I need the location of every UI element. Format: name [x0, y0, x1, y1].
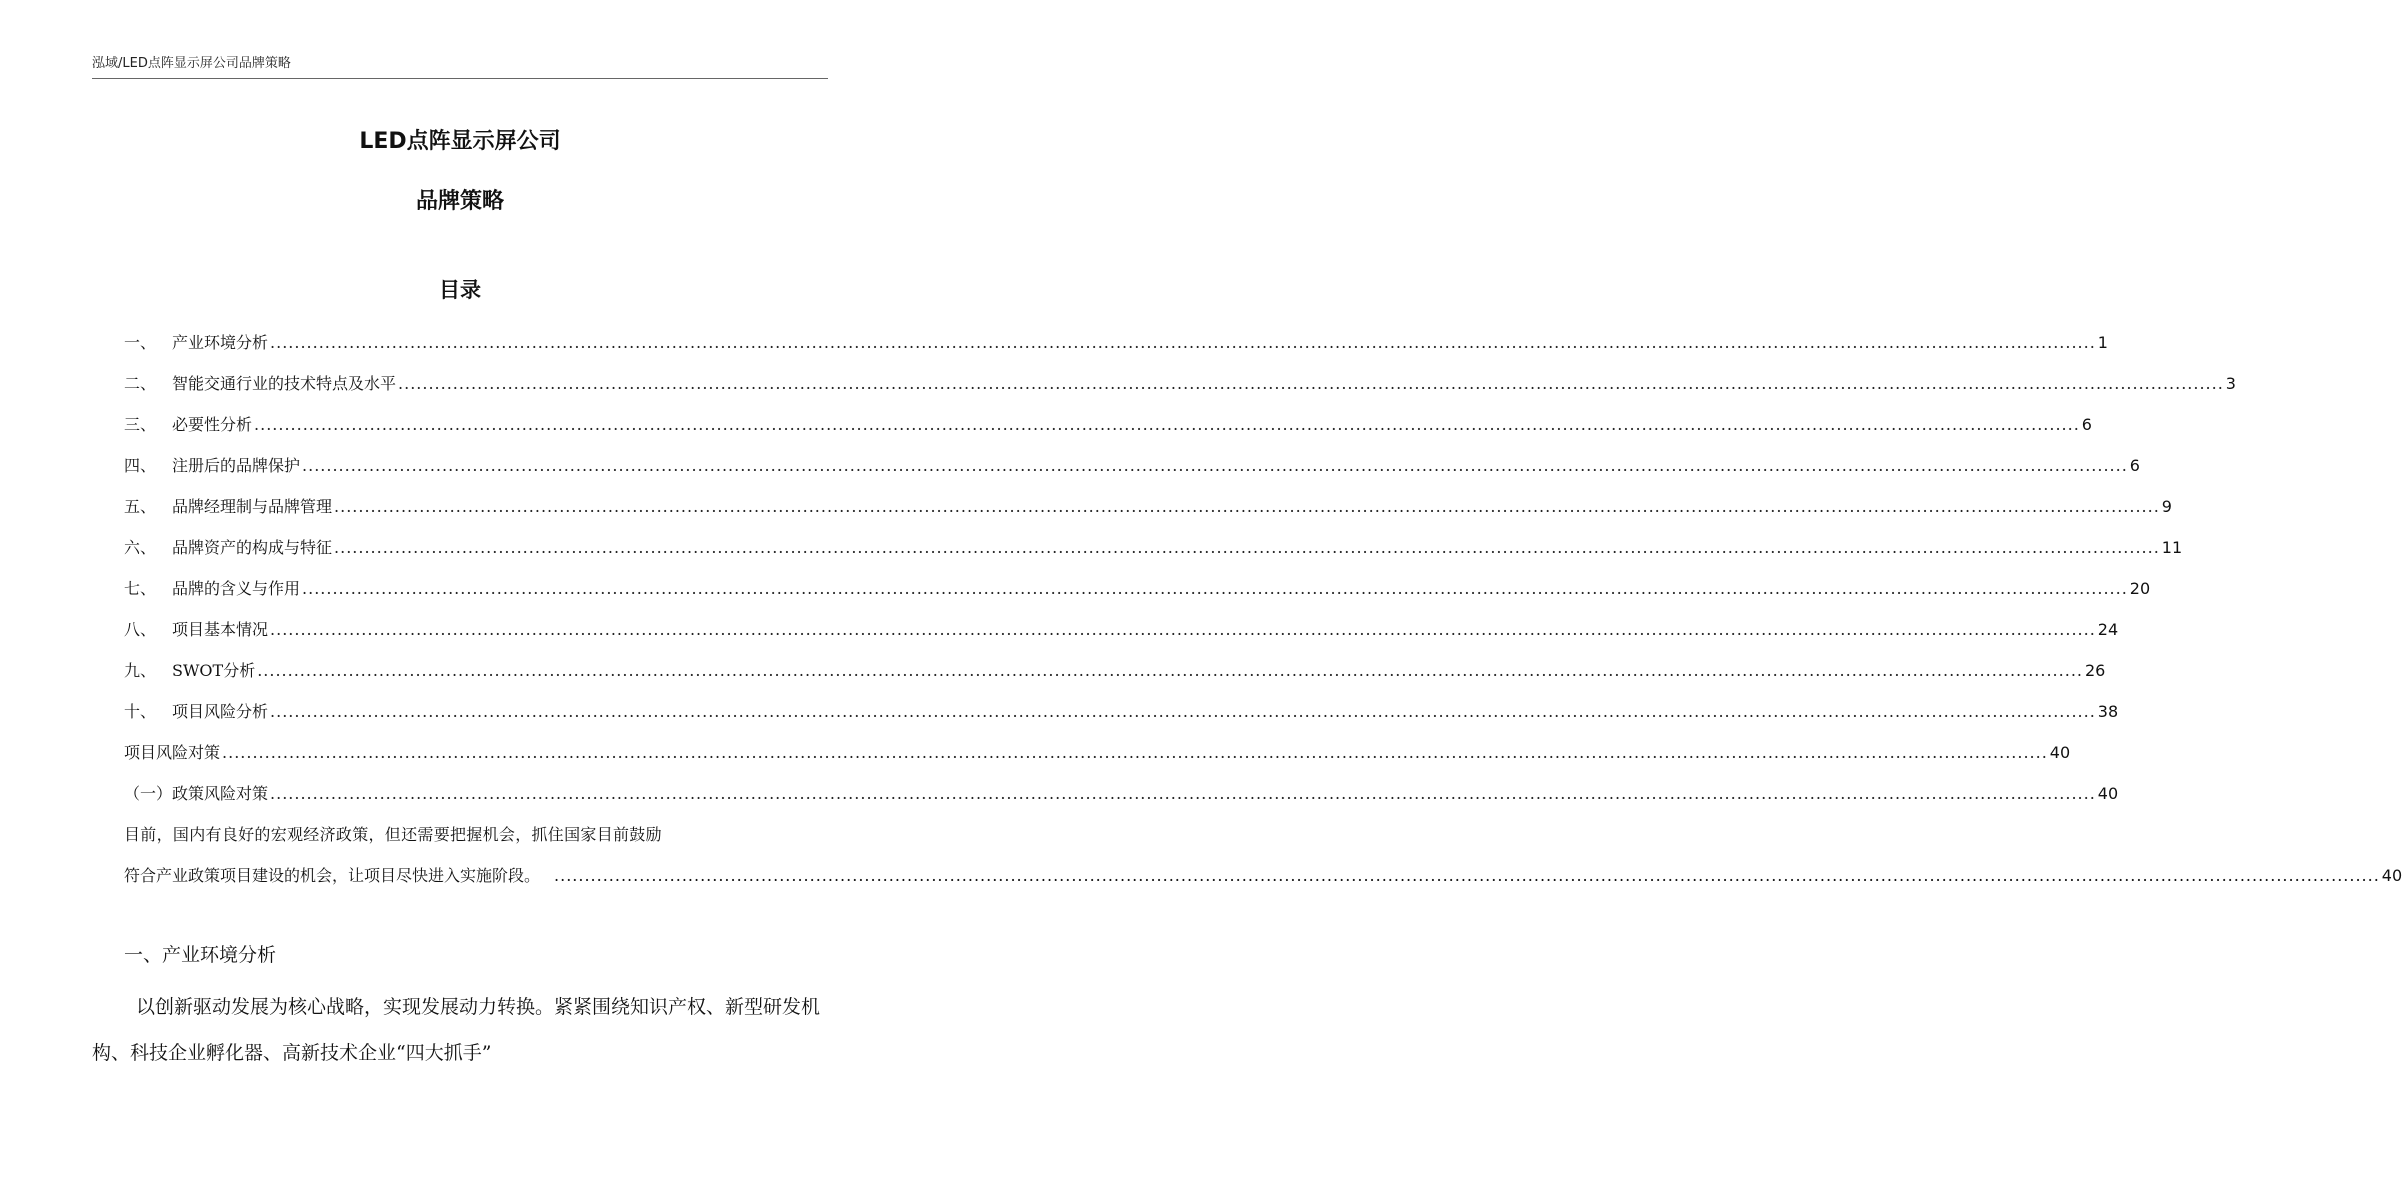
toc-leader: ............................................................................................................................................................................................................................................................................................................	[257, 661, 2083, 680]
toc-entry[interactable]	[124, 527, 2183, 568]
toc-entry-page: 40	[2381, 866, 2402, 885]
toc-entry[interactable]	[124, 322, 2108, 363]
toc-sub-entry[interactable]	[124, 773, 2119, 814]
toc-entry-number: 八、	[124, 620, 157, 639]
toc-leader: ............................................................................................................................................................................................................................................................................................................	[270, 702, 2096, 721]
toc-entry[interactable]	[124, 691, 2119, 732]
toc-leader: ............................................................................................................................................................................................................................................................................................................	[302, 456, 2128, 475]
toc-entry-page: 3	[2225, 374, 2236, 393]
toc-leader: ............................................................................................................................................................................................................................................................................................................	[302, 579, 2128, 598]
toc-entry-number: 四、	[124, 456, 157, 475]
toc-entry-label-line2: 符合产业政策项目建设的机会，让项目尽快进入实施阶段。	[124, 866, 541, 885]
toc-entry-number: 二、	[124, 374, 157, 393]
toc-entry-number: 七、	[124, 579, 157, 598]
toc-entry-label: 项目风险对策	[124, 743, 221, 762]
toc-entry-page: 26	[2084, 661, 2106, 680]
toc-entry[interactable]	[124, 445, 2140, 486]
toc-entry[interactable]	[124, 486, 2172, 527]
toc-entry-number: 六、	[124, 538, 157, 557]
toc-entry-label: 智能交通行业的技术特点及水平	[172, 374, 397, 393]
toc-leader: ............................................................................................................................................................................................................................................................................................................	[254, 415, 2080, 434]
toc-entry[interactable]	[124, 609, 2119, 650]
toc-entry-page: 20	[2129, 579, 2151, 598]
toc-leader: ............................................................................................................................................................................................................................................................................................................	[270, 784, 2096, 803]
toc-sub-entry[interactable]	[124, 732, 2071, 773]
toc-entry-label: 品牌经理制与品牌管理	[172, 497, 333, 516]
body-paragraph	[92, 984, 828, 1076]
toc-entry[interactable]	[124, 568, 2151, 609]
toc-entry-label: 项目基本情况	[172, 620, 269, 639]
toc-entry-label: 项目风险分析	[172, 702, 269, 721]
toc-entry-number: 九、	[124, 661, 157, 680]
running-header: 泓域/LED点阵显示屏公司品牌策略	[92, 56, 291, 71]
toc-entry-number: 十、	[124, 702, 157, 721]
header-divider	[92, 78, 828, 79]
toc-entry[interactable]	[124, 650, 2106, 691]
toc-entry-label: 品牌的含义与作用	[172, 579, 301, 598]
document-title: LED点阵显示屏公司	[359, 129, 561, 154]
toc-leader: ............................................................................................................................................................................................................................................................................................................	[270, 333, 2096, 352]
toc-entry-label: 产业环境分析	[172, 333, 269, 352]
toc-multiline-entry[interactable]	[124, 814, 2402, 896]
toc-entry-number: 一、	[124, 333, 157, 352]
toc-entry-page: 6	[2129, 456, 2140, 475]
toc-heading: 目录	[439, 278, 481, 302]
toc-entry-number: 五、	[124, 497, 157, 516]
toc-entry-number: 三、	[124, 415, 157, 434]
toc-entry-label: （一）政策风险对策	[124, 784, 269, 803]
toc-entry-page: 40	[2097, 784, 2119, 803]
toc-entry-page: 24	[2097, 620, 2119, 639]
table-of-contents	[124, 322, 2402, 896]
toc-leader: ............................................................................................................................................................................................................................................................................................................	[554, 866, 2380, 885]
toc-entry-page: 1	[2097, 333, 2108, 352]
body-paragraph-text: 以创新驱动发展为核心战略，实现发展动力转换。紧紧围绕知识产权、新型研发机构、科技企业孵化器、高新技术企业“四大抓手”	[92, 996, 821, 1064]
toc-leader: ............................................................................................................................................................................................................................................................................................................	[222, 743, 2048, 762]
toc-entry-label: SWOT分析	[172, 661, 256, 680]
toc-entry-label: 必要性分析	[172, 415, 253, 434]
toc-entry-label: 注册后的品牌保护	[172, 456, 301, 475]
toc-entry-page: 38	[2097, 702, 2119, 721]
document-subtitle: 品牌策略	[415, 189, 504, 214]
toc-leader: ............................................................................................................................................................................................................................................................................................................	[334, 497, 2160, 516]
toc-entry-page: 11	[2161, 538, 2183, 557]
toc-entry-label: 品牌资产的构成与特征	[172, 538, 333, 557]
toc-leader: ............................................................................................................................................................................................................................................................................................................	[398, 374, 2224, 393]
toc-leader: ............................................................................................................................................................................................................................................................................................................	[334, 538, 2160, 557]
section-heading: 一、产业环境分析	[124, 944, 277, 966]
toc-entry-label-line1: 目前，国内有良好的宏观经济政策，但还需要把握机会，抓住国家目前鼓励	[124, 825, 662, 844]
toc-entry[interactable]	[124, 404, 2092, 445]
toc-entry-page: 40	[2049, 743, 2071, 762]
toc-entry-page: 9	[2161, 497, 2172, 516]
toc-entry[interactable]	[124, 363, 2236, 404]
toc-entry-page: 6	[2081, 415, 2092, 434]
toc-leader: ............................................................................................................................................................................................................................................................................................................	[270, 620, 2096, 639]
